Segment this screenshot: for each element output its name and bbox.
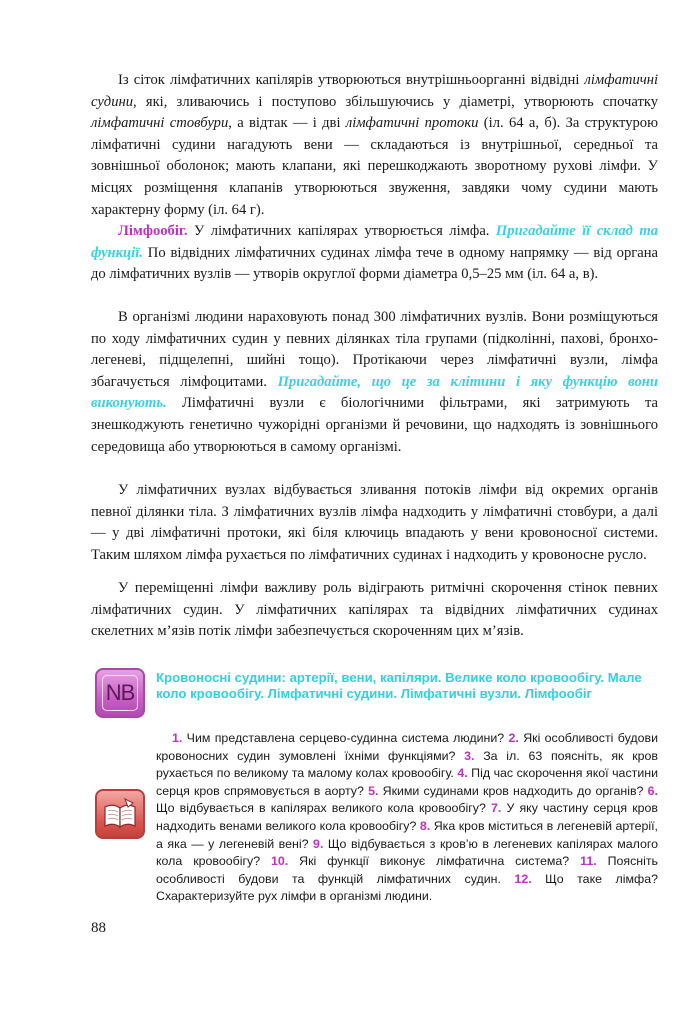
recall-hint: Пригадайте, що це за клітини і яку функцію вони виконують.	[91, 373, 658, 412]
open-book-icon	[97, 791, 143, 837]
paragraph-lymph-nodes: В організмі людини нараховують понад 300 лімфатичних вузлів. Вони розміщуються по ходу лімфатичних судин у певних ділянках тіла групами (підколінні, пахові, бронхо-легеневі, підщелепні, шийні тощо). Протікаючи через лімфатичні вузли, лімфа збагачується лімфоцитами. Пригадайте, що це за клітини і яку функцію вони виконують. Лімфатичні вузли є біологічними фільтрами, які затримують та знешкоджують генетично чужорідні організми й речовини, що надходять із зовнішнього середовища або утворюються в самому організмі.	[91, 309, 658, 455]
book-icon	[95, 789, 145, 839]
paragraph-lymph-vessels: Із сіток лімфатичних капілярів утворюються внутрішньоорганні відвідні лімфатичні судини, які, зливаючись і поступово збільшуючись у діаметрі, утворюють спочатку лімфатичні стовбури, а відтак — і дві лімфатичні протоки (іл. 64 а, б). За структурою лімфатичні судини нагадують вени — складаються із внутрішньої, середньої та зовнішньої оболонок; мають клапани, які перешкоджають зворотному рухові лімфи. У місцях розміщення клапанів утворюються звуження, завдяки чому судини мають характерну форму (іл. 64 г).	[91, 72, 658, 218]
term-lymph-circulation: Лімфообіг.	[118, 223, 188, 239]
recall-hint: Пригадайте її склад та функції.	[91, 223, 658, 261]
paragraph-lymph-movement: У переміщенні лімфи важливу роль відіграють ритмічні скорочення стінок певних лімфатичних судин. У лімфатичних капілярах та відвідних лімфатичних судинах скелетних м’язів потік лімфи забезпечується скороченням цих м’язів.	[91, 580, 658, 640]
nb-icon	[95, 668, 145, 718]
review-questions: 1. Чим представлена серцево-судинна система людини? 2. Які особливості будови кровоносних судин зумовлені їхніми функціями? 3. За іл. 63 поясніть, як кров рухається по великому та малому колах кровообігу. 4. Під час скорочення якої частини серця кров спрямовується в аорту? 5. Якими судинами кров надходить до органів? 6. Що відбувається в капілярах великого кола кровообігу? 7. У яку частину серця кров надходить венами великого кола кровообігу? 8. Яка кров міститься в легеневій артерії, а яка — у легеневій вені? 9. Що відбувається з кров’ю в легеневих капілярах малого кола кровообігу? 10. Які функції виконує лімфатична система? 11. Поясніть особливості будови та функцій лімфатичних судин. 12. Що таке лімфа? Схарактеризуйте рух лімфи в організмі людини.	[156, 731, 659, 904]
nb-icon-label: NB	[102, 675, 138, 711]
key-terms: Кровоносні судини: артерії, вени, капіляри. Велике коло кровообігу. Мале коло кровообігу. Лімфатичні судини. Лімфатичні вузли. Лімфообіг	[156, 670, 642, 701]
paragraph-lymph-flow: У лімфатичних вузлах відбувається зливання потоків лімфи від окремих органів певної ділянки тіла. З лімфатичних вузлів лімфа надходить у лімфатичні стовбури, а далі — у дві лімфатичні протоки, які біля ключиць впадають у вени кровоносної системи. Таким шляхом лімфа рухається по лімфатичних судинах і надходить у кровоносне русло.	[91, 482, 658, 563]
page-number: 88	[91, 920, 106, 936]
paragraph-lymph-circulation: Лімфообіг. У лімфатичних капілярах утворюється лімфа. Пригадайте її склад та функції. По відвідних лімфатичних судинах лімфа тече в одному напрямку — від органа до лімфатичних вузлів — утворів округлої форми діаметра 0,5–25 мм (іл. 64 а, в).	[91, 223, 658, 283]
